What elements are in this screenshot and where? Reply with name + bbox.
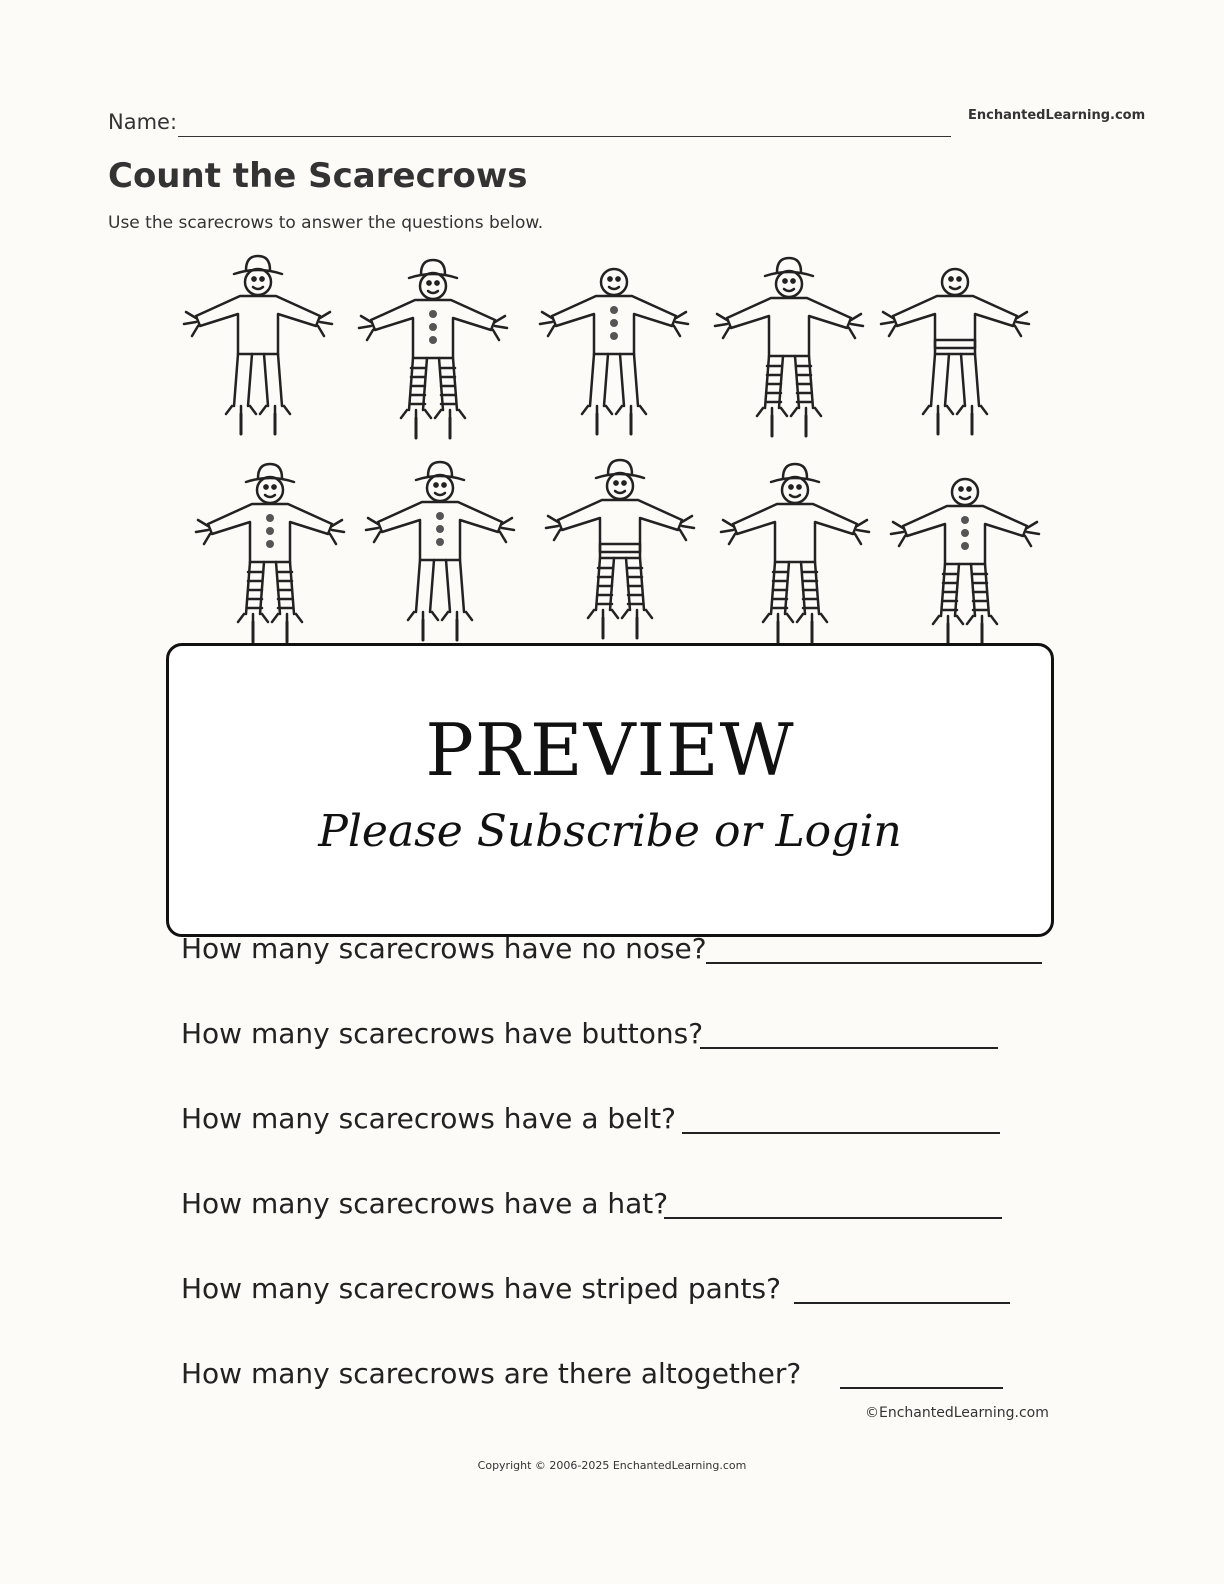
name-field-line[interactable] [178, 136, 951, 137]
answer-line-belt[interactable] [682, 1132, 1000, 1134]
scarecrow-head [601, 269, 627, 295]
scarecrow-head [607, 473, 633, 499]
scarecrow-head [420, 273, 446, 299]
preview-title: PREVIEW [425, 708, 795, 792]
scarecrow-head [427, 475, 453, 501]
scarecrow-head [257, 477, 283, 503]
instructions: Use the scarecrows to answer the questions below. [108, 213, 544, 233]
answer-line-hat[interactable] [664, 1217, 1002, 1219]
worksheet-copyright: ©EnchantedLearning.com [865, 1405, 1049, 1421]
scarecrow-head [245, 269, 271, 295]
question-belt: How many scarecrows have a belt? [181, 1102, 676, 1135]
scarecrow-head [952, 479, 978, 505]
footer-copyright: Copyright © 2006-2025 EnchantedLearning.com [477, 1459, 747, 1472]
answer-line-altogether[interactable] [840, 1387, 1003, 1389]
preview-overlay[interactable] [166, 643, 1054, 937]
name-label: Name: [108, 110, 178, 134]
scarecrow-head [776, 271, 802, 297]
question-hat: How many scarecrows have a hat? [181, 1187, 669, 1220]
preview-subtitle[interactable]: Please Subscribe or Login [318, 806, 902, 857]
answer-line-no-nose[interactable] [706, 962, 1042, 964]
question-altogether: How many scarecrows are there altogether? [181, 1357, 802, 1390]
answer-line-striped-pants[interactable] [794, 1302, 1010, 1304]
question-buttons: How many scarecrows have buttons? [181, 1017, 704, 1050]
site-watermark: EnchantedLearning.com [968, 108, 1146, 123]
page-title: Count the Scarecrows [108, 156, 528, 196]
answer-line-buttons[interactable] [700, 1047, 998, 1049]
scarecrow-head [942, 269, 968, 295]
scarecrow-head [782, 477, 808, 503]
question-striped-pants: How many scarecrows have striped pants? [181, 1272, 781, 1305]
question-no-nose: How many scarecrows have no nose? [181, 932, 707, 965]
